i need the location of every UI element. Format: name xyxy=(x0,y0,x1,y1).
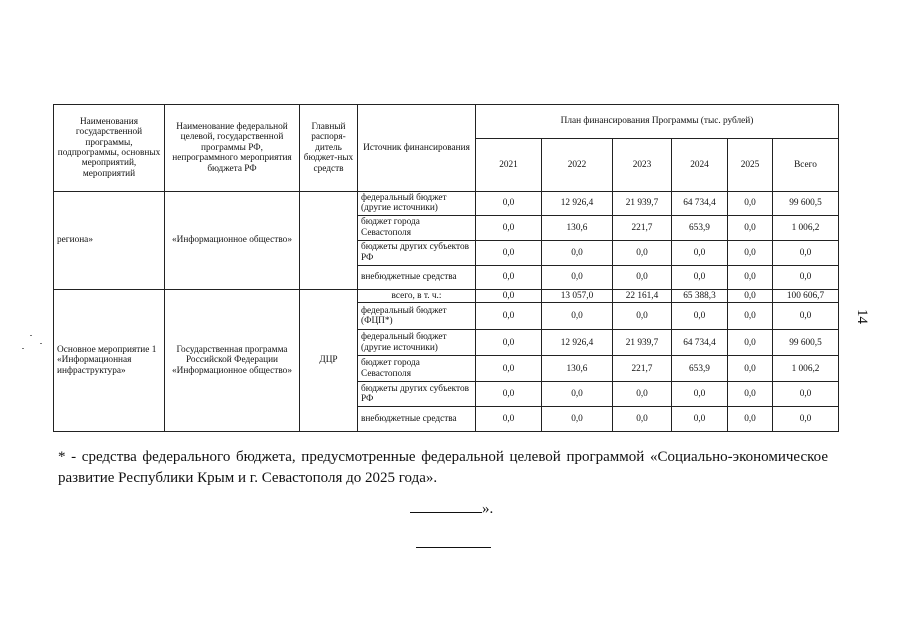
row-value: 0,0 xyxy=(773,303,839,330)
row-value: 0,0 xyxy=(728,289,773,302)
row-source: внебюджетные средства xyxy=(358,407,476,432)
table-body xyxy=(54,192,839,432)
row-value: 653,9 xyxy=(672,215,728,240)
row-federal-program: Государственная программа Российской Федерации «Информационное общество» xyxy=(165,289,300,431)
header-source: Источник финансирования xyxy=(358,105,476,192)
row-value: 12 926,4 xyxy=(542,192,613,216)
row-value: 0,0 xyxy=(672,407,728,432)
row-program-name: региона» xyxy=(54,192,165,290)
row-value: 64 734,4 xyxy=(672,330,728,356)
header-year: 2023 xyxy=(613,139,672,192)
row-value: 12 926,4 xyxy=(542,330,613,356)
row-value: 99 600,5 xyxy=(773,330,839,356)
row-value: 0,0 xyxy=(672,265,728,289)
row-value: 21 939,7 xyxy=(613,330,672,356)
row-value: 0,0 xyxy=(728,215,773,240)
header-main-manager: Главный распоря-дитель бюджет-ных средств xyxy=(300,105,358,192)
row-value: 99 600,5 xyxy=(773,192,839,216)
blank-line xyxy=(410,500,482,513)
row-value: 221,7 xyxy=(613,215,672,240)
scan-speck xyxy=(22,348,24,349)
scan-speck xyxy=(40,343,42,344)
row-main-manager xyxy=(300,192,358,290)
header-program-names: Наименования государственной программы, подпрограммы, основных мероприятий, мероприятий xyxy=(54,105,165,192)
row-value: 0,0 xyxy=(728,382,773,407)
row-value: 0,0 xyxy=(613,240,672,265)
end-separator-line xyxy=(416,547,491,548)
header-year: 2022 xyxy=(542,139,613,192)
row-value: 0,0 xyxy=(613,303,672,330)
row-value: 1 006,2 xyxy=(773,215,839,240)
row-value: 0,0 xyxy=(542,303,613,330)
row-value: 0,0 xyxy=(728,330,773,356)
row-source: бюджеты других субъектов РФ xyxy=(358,240,476,265)
row-source: бюджеты других субъектов РФ xyxy=(358,382,476,407)
financing-table xyxy=(53,104,839,432)
row-value: 0,0 xyxy=(476,407,542,432)
row-value: 0,0 xyxy=(476,215,542,240)
row-source: федеральный бюджет (другие источники) xyxy=(358,330,476,356)
row-source: федеральный бюджет (ФЦП*) xyxy=(358,303,476,330)
row-value: 0,0 xyxy=(672,303,728,330)
row-value: 65 388,3 xyxy=(672,289,728,302)
row-value: 64 734,4 xyxy=(672,192,728,216)
row-value: 0,0 xyxy=(773,240,839,265)
row-value: 0,0 xyxy=(672,382,728,407)
header-plan: План финансирования Программы (тыс. рублей) xyxy=(476,105,839,139)
closing-mark xyxy=(410,500,493,518)
row-value: 653,9 xyxy=(672,356,728,382)
page-number: 14 xyxy=(854,309,870,324)
row-value: 100 606,7 xyxy=(773,289,839,302)
row-source: всего, в т. ч.: xyxy=(358,289,476,302)
row-value: 0,0 xyxy=(773,382,839,407)
row-source: бюджет города Севастополя xyxy=(358,215,476,240)
row-value: 1 006,2 xyxy=(773,356,839,382)
row-source: внебюджетные средства xyxy=(358,265,476,289)
row-value: 0,0 xyxy=(476,192,542,216)
closing-text: ». xyxy=(482,501,494,517)
scan-speck xyxy=(30,335,32,336)
row-value: 0,0 xyxy=(672,240,728,265)
row-value: 0,0 xyxy=(613,382,672,407)
row-value: 0,0 xyxy=(476,382,542,407)
table-row xyxy=(54,192,839,216)
header-year: 2025 xyxy=(728,139,773,192)
row-value: 13 057,0 xyxy=(542,289,613,302)
row-value: 130,6 xyxy=(542,356,613,382)
row-value: 0,0 xyxy=(542,240,613,265)
row-value: 221,7 xyxy=(613,356,672,382)
row-value: 130,6 xyxy=(542,215,613,240)
row-value: 0,0 xyxy=(728,240,773,265)
footnote: * - средства федерального бюджета, предусмотренные федеральной целевой программой «Социально-экономическое развитие Республики Крым и г. Севастополя до 2025 года». xyxy=(58,449,828,486)
row-value: 22 161,4 xyxy=(613,289,672,302)
row-value: 0,0 xyxy=(542,382,613,407)
row-value: 21 939,7 xyxy=(613,192,672,216)
header-year: 2024 xyxy=(672,139,728,192)
row-value: 0,0 xyxy=(476,356,542,382)
row-value: 0,0 xyxy=(613,265,672,289)
row-value: 0,0 xyxy=(476,265,542,289)
row-value: 0,0 xyxy=(542,265,613,289)
row-value: 0,0 xyxy=(728,303,773,330)
row-value: 0,0 xyxy=(542,407,613,432)
row-program-name: Основное мероприятие 1 «Информационная инфраструктура» xyxy=(54,289,165,431)
table-row xyxy=(54,289,839,302)
row-value: 0,0 xyxy=(476,240,542,265)
row-value: 0,0 xyxy=(728,356,773,382)
row-value: 0,0 xyxy=(476,289,542,302)
table-header xyxy=(54,105,839,192)
row-main-manager: ДЦР xyxy=(300,289,358,431)
row-value: 0,0 xyxy=(476,303,542,330)
header-year: 2021 xyxy=(476,139,542,192)
row-source: бюджет города Севастополя xyxy=(358,356,476,382)
row-value: 0,0 xyxy=(773,407,839,432)
row-source: федеральный бюджет (другие источники) xyxy=(358,192,476,216)
header-federal-program: Наименование федеральной целевой, государственной программы РФ, непрограммного мероприятия бюджета РФ xyxy=(165,105,300,192)
header-year: Всего xyxy=(773,139,839,192)
row-value: 0,0 xyxy=(728,407,773,432)
row-federal-program: «Информационное общество» xyxy=(165,192,300,290)
row-value: 0,0 xyxy=(773,265,839,289)
row-value: 0,0 xyxy=(728,265,773,289)
row-value: 0,0 xyxy=(613,407,672,432)
row-value: 0,0 xyxy=(728,192,773,216)
row-value: 0,0 xyxy=(476,330,542,356)
